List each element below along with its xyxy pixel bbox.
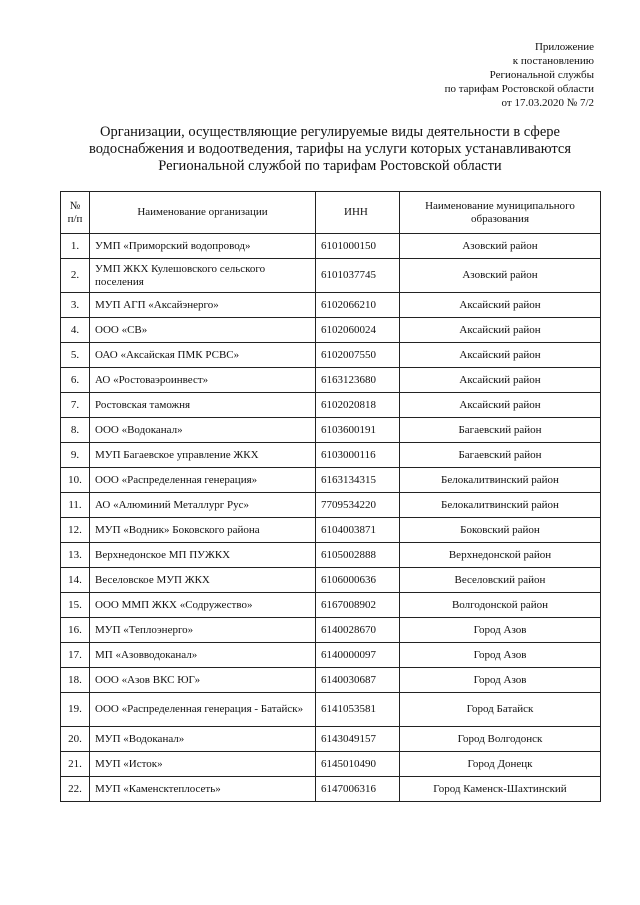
municipality-name: Верхнедонской район (400, 543, 601, 568)
municipality-name: Аксайский район (400, 318, 601, 343)
inn-value: 6167008902 (316, 593, 400, 618)
inn-value: 6140030687 (316, 668, 400, 693)
header-municipality-line2: образования (470, 212, 530, 225)
organization-name: МУП Багаевское управление ЖКХ (90, 443, 316, 468)
table-row (61, 343, 601, 368)
organization-name: ООО ММП ЖКХ «Содружество» (90, 593, 316, 618)
table-row (61, 468, 601, 493)
inn-value: 6143049157 (316, 727, 400, 752)
organization-name: УМП ЖКХ Кулешовского сельского поселения (90, 259, 316, 293)
inn-value: 6101000150 (316, 234, 400, 259)
organization-name: ООО «Распределенная генерация» (90, 468, 316, 493)
row-number: 19. (61, 693, 90, 727)
table-row (61, 443, 601, 468)
row-number: 22. (61, 777, 90, 802)
inn-value: 7709534220 (316, 493, 400, 518)
organization-name: ООО «СВ» (90, 318, 316, 343)
row-number: 4. (61, 318, 90, 343)
row-number: 6. (61, 368, 90, 393)
table-row (61, 693, 601, 727)
municipality-name: Белокалитвинский район (400, 493, 601, 518)
table-row (61, 777, 601, 802)
inn-value: 6105002888 (316, 543, 400, 568)
organization-name: МУП АГП «Аксайэнерго» (90, 293, 316, 318)
appendix-line: Региональной службы (489, 69, 594, 81)
inn-value: 6145010490 (316, 752, 400, 777)
table-row (61, 393, 601, 418)
table-row (61, 543, 601, 568)
municipality-name: Город Донецк (400, 752, 601, 777)
table-row (61, 259, 601, 293)
organization-name: МУП «Исток» (90, 752, 316, 777)
municipality-name: Волгодонской район (400, 593, 601, 618)
municipality-name: Аксайский район (400, 343, 601, 368)
row-number: 11. (61, 493, 90, 518)
municipality-name: Город Азов (400, 668, 601, 693)
inn-value: 6140000097 (316, 643, 400, 668)
inn-value: 6102007550 (316, 343, 400, 368)
appendix-block (445, 40, 594, 110)
table-row (61, 668, 601, 693)
organization-name: МУП «Водоканал» (90, 727, 316, 752)
row-number: 2. (61, 259, 90, 293)
municipality-name: Город Батайск (400, 693, 601, 727)
inn-value: 6103600191 (316, 418, 400, 443)
table-row (61, 318, 601, 343)
organization-name: ООО «Водоканал» (90, 418, 316, 443)
organization-name: ООО «Азов ВКС ЮГ» (90, 668, 316, 693)
table-row (61, 568, 601, 593)
municipality-name: Аксайский район (400, 368, 601, 393)
municipality-name: Город Азов (400, 618, 601, 643)
row-number: 10. (61, 468, 90, 493)
organization-name: Ростовская таможня (90, 393, 316, 418)
table-row (61, 418, 601, 443)
table-header-row (61, 192, 601, 234)
municipality-name: Багаевский район (400, 418, 601, 443)
appendix-date-line: от 17.03.2020 № 7/2 (501, 97, 594, 109)
organization-name: АО «Ростоваэроинвест» (90, 368, 316, 393)
municipality-name: Багаевский район (400, 443, 601, 468)
table-row (61, 752, 601, 777)
municipality-name: Азовский район (400, 234, 601, 259)
row-number: 13. (61, 543, 90, 568)
row-number: 16. (61, 618, 90, 643)
header-number (61, 192, 90, 234)
row-number: 17. (61, 643, 90, 668)
header-number-line2: п/п (67, 212, 83, 225)
organization-name: Веселовское МУП ЖКХ (90, 568, 316, 593)
table-row (61, 727, 601, 752)
municipality-name: Город Каменск-Шахтинский (400, 777, 601, 802)
municipality-name: Веселовский район (400, 568, 601, 593)
inn-value: 6106000636 (316, 568, 400, 593)
row-number: 14. (61, 568, 90, 593)
row-number: 18. (61, 668, 90, 693)
document-title (60, 124, 600, 175)
organization-name: ОАО «Аксайская ПМК РСВС» (90, 343, 316, 368)
inn-value: 6102060024 (316, 318, 400, 343)
municipality-name: Боковский район (400, 518, 601, 543)
title-line: Организации, осуществляющие регулируемые виды деятельности в сфере (100, 124, 560, 140)
appendix-line: Приложение (534, 41, 594, 53)
organization-name: Верхнедонское МП ПУЖКХ (90, 543, 316, 568)
organization-name: МУП «Теплоэнерго» (90, 618, 316, 643)
organization-name: УМП «Приморский водопровод» (90, 234, 316, 259)
appendix-line: по тарифам Ростовской области (444, 83, 594, 95)
municipality-name: Азовский район (400, 259, 601, 293)
row-number: 8. (61, 418, 90, 443)
table-row (61, 493, 601, 518)
header-municipality-line1: Наименование муниципального (425, 199, 575, 212)
row-number: 12. (61, 518, 90, 543)
header-organization: Наименование организации (90, 192, 316, 234)
table-row (61, 368, 601, 393)
title-line: водоснабжения и водоотведения, тарифы на услуги которых устанавливаются (88, 141, 572, 157)
inn-value: 6163123680 (316, 368, 400, 393)
inn-value: 6103000116 (316, 443, 400, 468)
appendix-line: к постановлению (512, 55, 594, 67)
organization-name: ООО «Распределенная генерация - Батайск» (90, 693, 316, 727)
header-municipality (400, 192, 601, 234)
table-body (61, 234, 601, 802)
organizations-table (60, 191, 601, 802)
municipality-name: Белокалитвинский район (400, 468, 601, 493)
row-number: 1. (61, 234, 90, 259)
row-number: 7. (61, 393, 90, 418)
municipality-name: Аксайский район (400, 393, 601, 418)
municipality-name: Аксайский район (400, 293, 601, 318)
inn-value: 6102066210 (316, 293, 400, 318)
inn-value: 6141053581 (316, 693, 400, 727)
table-row (61, 234, 601, 259)
inn-value: 6163134315 (316, 468, 400, 493)
organization-name: МП «Азовводоканал» (90, 643, 316, 668)
organization-name: АО «Алюминий Металлург Рус» (90, 493, 316, 518)
row-number: 20. (61, 727, 90, 752)
row-number: 3. (61, 293, 90, 318)
title-line: Региональной службой по тарифам Ростовской области (158, 158, 502, 174)
inn-value: 6102020818 (316, 393, 400, 418)
table-row (61, 293, 601, 318)
inn-value: 6147006316 (316, 777, 400, 802)
row-number: 15. (61, 593, 90, 618)
row-number: 5. (61, 343, 90, 368)
row-number: 9. (61, 443, 90, 468)
inn-value: 6101037745 (316, 259, 400, 293)
table-row (61, 518, 601, 543)
table-row (61, 643, 601, 668)
header-number-line1: № (69, 199, 81, 212)
inn-value: 6104003871 (316, 518, 400, 543)
header-inn: ИНН (316, 192, 400, 234)
municipality-name: Город Волгодонск (400, 727, 601, 752)
table-row (61, 593, 601, 618)
inn-value: 6140028670 (316, 618, 400, 643)
municipality-name: Город Азов (400, 643, 601, 668)
organization-name: МУП «Водник» Боковского района (90, 518, 316, 543)
organization-name: МУП «Каменсктеплосеть» (90, 777, 316, 802)
table-row (61, 618, 601, 643)
row-number: 21. (61, 752, 90, 777)
